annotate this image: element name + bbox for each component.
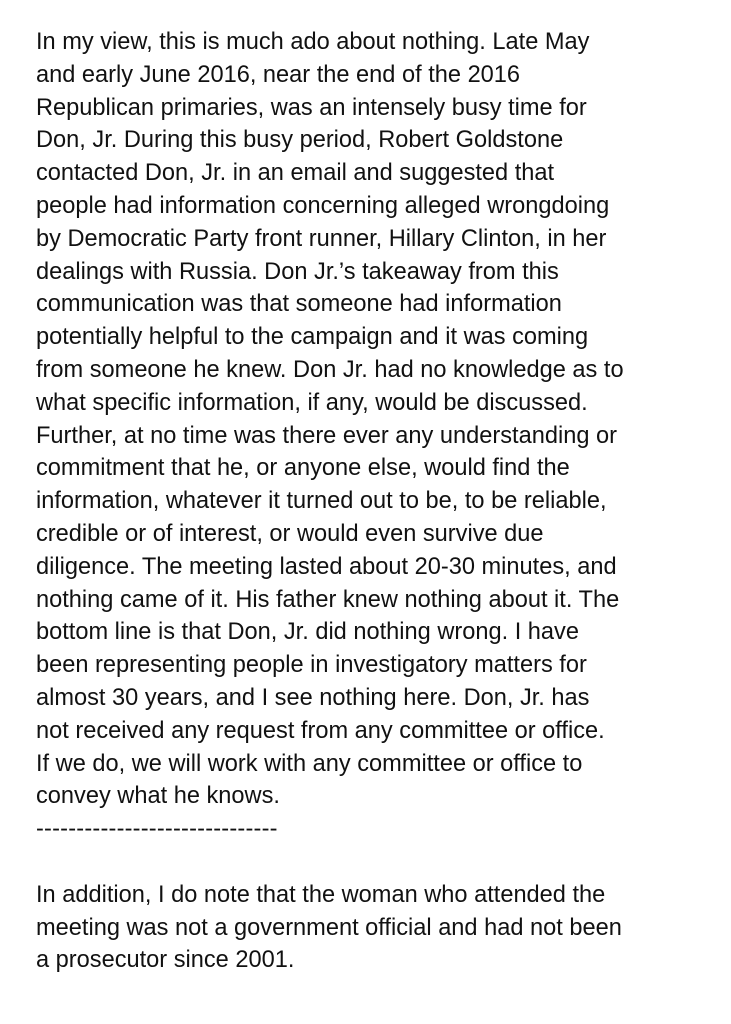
statement-paragraph-2 [36,879,706,977]
text-line: been representing people in investigatory matters for [36,652,587,679]
text-line: dealings with Russia. Don Jr.’s takeaway from this [36,258,559,285]
text-line: In my view, this is much ado about nothing. Late May [36,29,590,55]
text-line: by Democratic Party front runner, Hillary Clinton, in her [36,225,607,252]
text-line: from someone he knew. Don Jr. had no knowledge as to [36,356,624,383]
text-line: almost 30 years, and I see nothing here. Don, Jr. has [36,684,590,711]
text-line: a prosecutor since 2001. [36,947,295,974]
text-line: contacted Don, Jr. in an email and suggested that [36,160,555,187]
text-line: bottom line is that Don, Jr. did nothing wrong. I have [36,619,579,646]
text-line: potentially helpful to the campaign and it was coming [36,324,589,351]
statement-document [36,26,706,977]
text-line: what specific information, if any, would be discussed. [36,389,588,416]
text-line: Don, Jr. During this busy period, Robert Goldstone [36,127,564,154]
text-line: information, whatever it turned out to be, to be reliable, [36,488,607,515]
text-line: Republican primaries, was an intensely busy time for [36,94,587,121]
text-line: and early June 2016, near the end of the 2016 [36,61,521,88]
text-line: commitment that he, or anyone else, would find the [36,455,570,482]
text-line: communication was that someone had information [36,291,562,318]
statement-paragraph-1 [36,26,706,813]
text-line: nothing came of it. His father knew nothing about it. The [36,586,620,613]
text-line: meeting was not a government official and had not been [36,914,622,941]
text-line: In addition, I do note that the woman who attended the [36,881,606,908]
text-line: not received any request from any committee or office. [36,717,605,744]
text-line: If we do, we will work with any committee or office to [36,750,583,777]
text-line: people had information concerning alleged wrongdoing [36,192,610,219]
text-line: convey what he knows. [36,783,280,810]
blank-line [36,846,706,879]
text-line: Further, at no time was there ever any understanding or [36,422,617,449]
dashed-separator: ------------------------------ [36,816,278,843]
text-line: diligence. The meeting lasted about 20-30 minutes, and [36,553,617,580]
text-line: credible or of interest, or would even survive due [36,520,544,547]
